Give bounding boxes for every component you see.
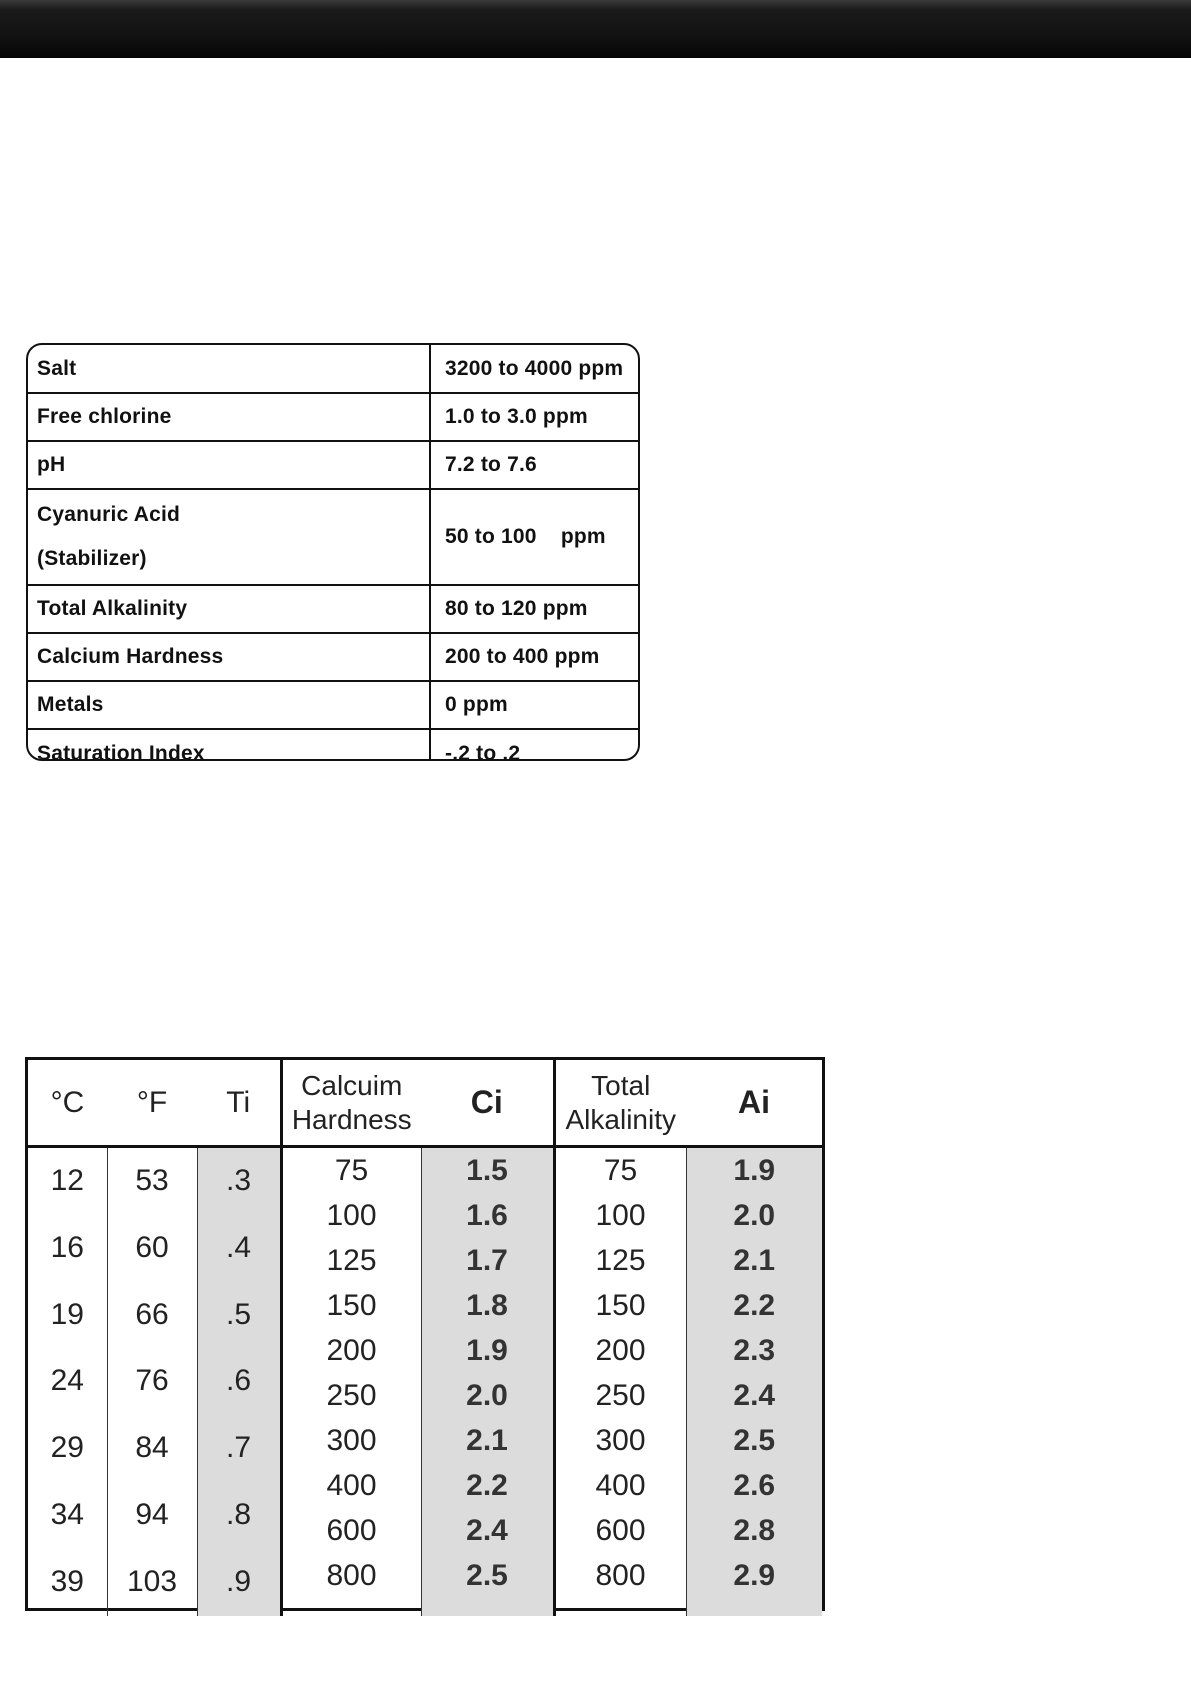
ti-value: .5 [225, 1297, 252, 1331]
celsius-value: 34 [50, 1497, 84, 1531]
ci-header: Ci [421, 1060, 554, 1147]
header-line: Alkalinity [565, 1103, 676, 1135]
table-row [28, 345, 638, 393]
saturation-index-table [25, 1057, 825, 1611]
celsius-value: 29 [50, 1431, 84, 1465]
calcium-hardness-value: 800 [326, 1559, 377, 1592]
ai-value: 1.9 [733, 1154, 776, 1187]
parameter-line: (Stabilizer) [37, 547, 147, 570]
ti-value: .6 [225, 1364, 252, 1398]
total-alkalinity-column [554, 1147, 686, 1616]
table-row [28, 729, 638, 761]
ci-column [421, 1147, 554, 1616]
ai-header: Ai [686, 1060, 822, 1147]
calcium-hardness-value: 250 [326, 1379, 377, 1412]
ti-value: .7 [225, 1431, 252, 1465]
calcium-hardness-value: 150 [326, 1289, 377, 1322]
ai-value: 2.8 [733, 1514, 776, 1547]
fahrenheit-value: 94 [135, 1497, 169, 1531]
ai-value: 2.5 [733, 1424, 776, 1457]
ci-value: 1.5 [466, 1154, 508, 1187]
celsius-value: 16 [50, 1230, 84, 1264]
total-alkalinity-value: 125 [595, 1244, 646, 1277]
total-alkalinity-value: 800 [595, 1559, 646, 1592]
total-alkalinity-value: 400 [595, 1469, 646, 1502]
ti-value: .8 [225, 1497, 252, 1531]
table-row [28, 441, 638, 489]
calcium-hardness-value: 100 [326, 1199, 377, 1232]
ai-value: 2.2 [733, 1289, 776, 1322]
total-alkalinity-value: 100 [595, 1199, 646, 1232]
celsius-value: 24 [50, 1364, 84, 1398]
ai-value: 2.9 [733, 1559, 776, 1592]
value-cell: 7.2 to 7.6 [430, 441, 638, 489]
ci-value: 2.5 [466, 1559, 508, 1592]
table-row [28, 585, 638, 633]
fahrenheit-value: 76 [135, 1364, 169, 1398]
calcium-hardness-value: 300 [326, 1424, 377, 1457]
fahrenheit-value: 53 [135, 1164, 169, 1197]
ti-header: Ti [197, 1060, 281, 1147]
total-alkalinity-value: 300 [595, 1424, 646, 1457]
header-line: Hardness [291, 1103, 412, 1135]
fahrenheit-header: °F [107, 1060, 197, 1147]
calcium-hardness-value: 75 [334, 1154, 369, 1187]
fahrenheit-value: 66 [135, 1297, 169, 1331]
header-line: Calcuim [301, 1069, 403, 1101]
ci-value: 2.2 [466, 1469, 508, 1502]
header-line: Total [591, 1069, 651, 1101]
ai-value: 2.1 [733, 1244, 776, 1277]
table-row [28, 393, 638, 441]
calcium-hardness-value: 600 [326, 1514, 377, 1547]
fahrenheit-column [107, 1147, 197, 1616]
calcium-hardness-value: 200 [326, 1334, 377, 1367]
parameter-cell: pH [28, 441, 430, 489]
ci-value: 1.6 [466, 1199, 508, 1232]
calcium-hardness-value: 125 [326, 1244, 377, 1277]
ti-value: .9 [225, 1564, 252, 1598]
ai-column [686, 1147, 822, 1616]
calcium-hardness-header [281, 1060, 421, 1147]
total-alkalinity-value: 75 [603, 1154, 638, 1187]
ai-value: 2.3 [733, 1334, 776, 1367]
fahrenheit-value: 103 [126, 1564, 178, 1598]
table-row [28, 681, 638, 729]
parameter-line: Cyanuric Acid [37, 503, 181, 526]
parameter-cell: Free chlorine [28, 393, 430, 441]
total-alkalinity-value: 600 [595, 1514, 646, 1547]
parameter-cell: Total Alkalinity [28, 585, 430, 633]
value-cell: 1.0 to 3.0 ppm [430, 393, 638, 441]
ai-value: 2.4 [733, 1379, 776, 1412]
parameter-cell: Calcium Hardness [28, 633, 430, 681]
header-row [28, 1060, 822, 1147]
calcium-hardness-column [281, 1147, 421, 1616]
ti-value: .3 [225, 1164, 252, 1197]
total-alkalinity-value: 200 [595, 1334, 646, 1367]
celsius-column [28, 1147, 107, 1616]
ai-value: 2.0 [733, 1199, 776, 1232]
value-cell: 0 ppm [430, 681, 638, 729]
parameter-cell: Metals [28, 681, 430, 729]
celsius-header: °C [28, 1060, 107, 1147]
ci-value: 2.0 [466, 1379, 508, 1412]
table-row [28, 633, 638, 681]
calcium-hardness-value: 400 [326, 1469, 377, 1502]
value-cell: 3200 to 4000 ppm [430, 345, 638, 393]
value-cell: -.2 to .2 [445, 741, 521, 761]
parameter-cell: Salt [28, 345, 430, 393]
table-row [28, 489, 638, 585]
ci-value: 2.4 [466, 1514, 508, 1547]
fahrenheit-value: 60 [135, 1230, 169, 1264]
fahrenheit-value: 84 [135, 1431, 169, 1465]
parameter-cell [28, 489, 430, 585]
value-cell: 50 to 100 ppm [430, 489, 638, 585]
ai-value: 2.6 [733, 1469, 776, 1502]
water-chemistry-table [26, 343, 640, 761]
data-body [28, 1147, 822, 1616]
celsius-value: 19 [50, 1297, 84, 1331]
ci-value: 1.7 [466, 1244, 508, 1277]
ti-column [197, 1147, 281, 1616]
celsius-value: 39 [50, 1564, 84, 1598]
parameter-cell: Saturation Index [28, 729, 430, 761]
ci-value: 1.8 [466, 1289, 508, 1322]
total-alkalinity-header [554, 1060, 686, 1147]
total-alkalinity-value: 150 [595, 1289, 646, 1322]
value-cell: 200 to 400 ppm [430, 633, 638, 681]
ci-value: 1.9 [466, 1334, 508, 1367]
header-bar [0, 0, 1191, 58]
total-alkalinity-value: 250 [595, 1379, 646, 1412]
ti-value: .4 [225, 1230, 252, 1264]
value-cell: 80 to 120 ppm [430, 585, 638, 633]
celsius-value: 12 [50, 1164, 84, 1197]
ci-value: 2.1 [466, 1424, 508, 1457]
